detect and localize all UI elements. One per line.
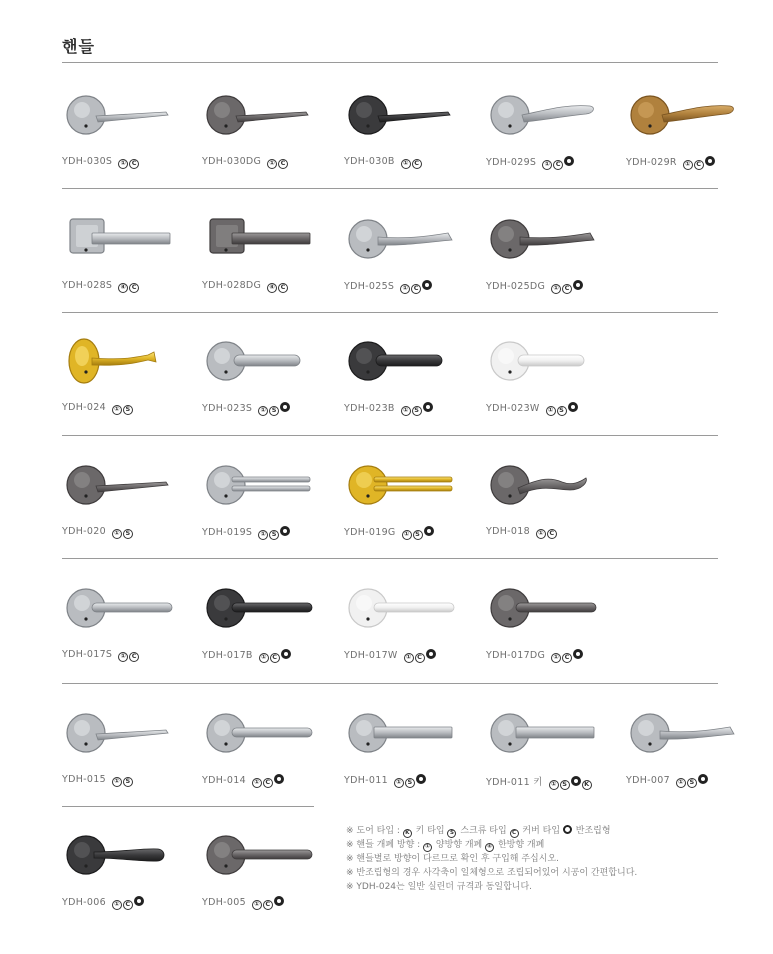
lever-handle-image bbox=[202, 82, 320, 152]
product-label bbox=[202, 649, 292, 663]
product-item bbox=[202, 822, 332, 922]
page-title: 핸들 bbox=[62, 39, 95, 56]
semi-assembled-icon bbox=[274, 774, 284, 784]
semi-assembled-icon bbox=[573, 649, 583, 659]
product-item bbox=[486, 206, 616, 306]
product-item bbox=[344, 82, 474, 182]
lever-handle-image bbox=[626, 700, 744, 770]
type-symbols bbox=[676, 774, 709, 788]
model-number: YDH-014 bbox=[202, 775, 246, 786]
product-item bbox=[202, 575, 332, 675]
lever-handle-image bbox=[344, 206, 462, 276]
product-label bbox=[202, 774, 285, 788]
semi-assembled-icon bbox=[280, 526, 290, 536]
two-way-icon: ① bbox=[112, 900, 122, 910]
product-item bbox=[202, 328, 332, 428]
product-item bbox=[202, 452, 332, 552]
lever-handle-image bbox=[62, 822, 180, 892]
model-number: YDH-023B bbox=[344, 403, 395, 414]
note-door-type: ※ 도어 타입 : K 키 타입 S 스크류 타입 C 커버 타입 반조립형 bbox=[346, 826, 611, 836]
model-number: YDH-023W bbox=[486, 403, 540, 414]
product-label bbox=[62, 402, 134, 415]
two-way-icon: ① bbox=[676, 778, 686, 788]
row-divider bbox=[62, 806, 314, 807]
lever-handle-image bbox=[202, 206, 320, 276]
lever-handle-image bbox=[486, 452, 604, 522]
product-label bbox=[344, 526, 435, 540]
note-direction-check: ※ 핸들별로 방향이 다르므로 확인 후 구입해 주십시오. bbox=[346, 854, 560, 864]
model-number: YDH-017DG bbox=[486, 650, 546, 661]
screw-type-icon: S bbox=[123, 777, 133, 787]
lever-handle-image bbox=[202, 822, 320, 892]
product-label bbox=[486, 280, 584, 294]
cover-type-icon: C bbox=[562, 653, 572, 663]
model-number: YDH-025DG bbox=[486, 281, 546, 292]
cover-type-icon: C bbox=[129, 652, 139, 662]
model-number: YDH-017W bbox=[344, 650, 398, 661]
type-symbols bbox=[401, 156, 423, 169]
type-symbols bbox=[267, 156, 289, 169]
type-symbols bbox=[551, 649, 584, 663]
product-label bbox=[344, 156, 423, 169]
two-way-icon: ① bbox=[118, 159, 128, 169]
lever-handle-image bbox=[202, 452, 320, 522]
lever-handle-image bbox=[62, 328, 180, 398]
product-item bbox=[62, 700, 192, 800]
product-label bbox=[202, 156, 289, 169]
two-way-icon: ① bbox=[542, 160, 552, 170]
cover-type-icon: C bbox=[129, 159, 139, 169]
two-way-icon: ① bbox=[267, 159, 277, 169]
product-item bbox=[344, 206, 474, 306]
two-way-icon: ① bbox=[118, 652, 128, 662]
semi-assembled-icon bbox=[573, 280, 583, 290]
title-divider bbox=[62, 62, 718, 63]
two-way-icon: ① bbox=[259, 653, 269, 663]
product-label bbox=[486, 402, 579, 416]
row-divider bbox=[62, 683, 718, 684]
row-divider bbox=[62, 312, 718, 313]
product-item bbox=[202, 206, 332, 306]
cover-type-icon: C bbox=[510, 829, 519, 838]
lever-handle-image bbox=[62, 206, 180, 276]
type-symbols bbox=[259, 649, 292, 663]
cover-type-icon: C bbox=[553, 160, 563, 170]
product-label bbox=[202, 896, 285, 910]
one-way-icon: ④ bbox=[267, 283, 277, 293]
product-item bbox=[486, 328, 616, 428]
product-item bbox=[486, 575, 616, 675]
type-symbols bbox=[404, 649, 437, 663]
cover-type-icon: C bbox=[123, 900, 133, 910]
semi-assembled-icon bbox=[698, 774, 708, 784]
product-item bbox=[344, 700, 474, 800]
product-label bbox=[486, 649, 584, 663]
type-symbols bbox=[683, 156, 716, 170]
cover-type-icon: C bbox=[547, 529, 557, 539]
semi-assembled-icon bbox=[422, 280, 432, 290]
type-symbols bbox=[536, 526, 558, 539]
two-way-icon: ① bbox=[423, 843, 432, 852]
semi-assembled-icon bbox=[280, 402, 290, 412]
key-type-icon: K bbox=[582, 780, 592, 790]
model-number: YDH-024 bbox=[62, 402, 106, 413]
cover-type-icon: C bbox=[270, 653, 280, 663]
lever-handle-image bbox=[344, 700, 462, 770]
lever-handle-image bbox=[486, 575, 604, 645]
type-symbols bbox=[542, 156, 575, 170]
screw-type-icon: S bbox=[687, 778, 697, 788]
semi-assembled-icon bbox=[274, 896, 284, 906]
product-item bbox=[202, 700, 332, 800]
type-symbols bbox=[401, 402, 434, 416]
two-way-icon: ① bbox=[546, 406, 556, 416]
screw-type-icon: S bbox=[405, 778, 415, 788]
lever-handle-image bbox=[344, 575, 462, 645]
lever-handle-image bbox=[486, 82, 604, 152]
model-number: YDH-030S bbox=[62, 156, 113, 167]
semi-assembled-icon bbox=[564, 156, 574, 166]
two-way-icon: ① bbox=[112, 777, 122, 787]
two-way-icon: ① bbox=[404, 653, 414, 663]
note-semi-assembled: ※ 반조립형의 경우 사각축이 일체형으로 조립되어있어 시공이 간편합니다. bbox=[346, 868, 638, 878]
product-item bbox=[62, 328, 192, 428]
type-symbols bbox=[118, 280, 140, 293]
type-symbols bbox=[252, 896, 285, 910]
cover-type-icon: C bbox=[694, 160, 704, 170]
type-symbols bbox=[112, 402, 134, 415]
cover-type-icon: C bbox=[278, 159, 288, 169]
product-label bbox=[486, 526, 558, 539]
model-number: YDH-011 bbox=[344, 775, 388, 786]
cover-type-icon: C bbox=[278, 283, 288, 293]
lever-handle-image bbox=[62, 700, 180, 770]
type-symbols bbox=[394, 774, 427, 788]
note-ydh024-cylinder: ※ YDH-024는 일반 실린더 규격과 동일합니다. bbox=[346, 882, 533, 892]
type-symbols bbox=[112, 774, 134, 787]
product-item bbox=[202, 82, 332, 182]
type-symbols bbox=[112, 526, 134, 539]
model-number: YDH-017S bbox=[62, 649, 113, 660]
product-label bbox=[486, 156, 575, 170]
lever-handle-image bbox=[202, 575, 320, 645]
type-symbols bbox=[118, 649, 140, 662]
screw-type-icon: S bbox=[560, 780, 570, 790]
one-way-icon: ④ bbox=[485, 843, 494, 852]
product-item bbox=[344, 328, 474, 428]
two-way-icon: ① bbox=[402, 530, 412, 540]
product-label bbox=[202, 402, 291, 416]
screw-type-icon: S bbox=[412, 406, 422, 416]
screw-type-icon: S bbox=[557, 406, 567, 416]
model-number: YDH-030DG bbox=[202, 156, 262, 167]
two-way-icon: ① bbox=[394, 778, 404, 788]
product-label bbox=[344, 280, 433, 294]
screw-type-icon: S bbox=[269, 406, 279, 416]
product-label bbox=[62, 774, 134, 787]
two-way-icon: ① bbox=[252, 778, 262, 788]
model-number: YDH-006 bbox=[62, 897, 106, 908]
two-way-icon: ① bbox=[258, 530, 268, 540]
product-label bbox=[62, 156, 140, 169]
model-number: YDH-028DG bbox=[202, 280, 262, 291]
type-symbols bbox=[267, 280, 289, 293]
two-way-icon: ① bbox=[551, 284, 561, 294]
model-number: YDH-005 bbox=[202, 897, 246, 908]
cover-type-icon: C bbox=[412, 159, 422, 169]
semi-assembled-icon bbox=[281, 649, 291, 659]
model-number: YDH-017B bbox=[202, 650, 253, 661]
product-label bbox=[626, 156, 716, 170]
cover-type-icon: C bbox=[562, 284, 572, 294]
model-number: YDH-029S bbox=[486, 157, 537, 168]
model-number: YDH-019G bbox=[344, 527, 396, 538]
model-number: YDH-028S bbox=[62, 280, 113, 291]
product-label bbox=[62, 526, 134, 539]
model-number: YDH-007 bbox=[626, 775, 670, 786]
type-symbols bbox=[549, 776, 593, 790]
product-label bbox=[344, 649, 437, 663]
screw-type-icon: S bbox=[269, 530, 279, 540]
notes-block bbox=[346, 824, 637, 894]
two-way-icon: ① bbox=[400, 284, 410, 294]
model-number: YDH-029R bbox=[626, 157, 677, 168]
two-way-icon: ① bbox=[112, 405, 122, 415]
product-item bbox=[62, 822, 192, 922]
product-item bbox=[62, 575, 192, 675]
model-number: YDH-019S bbox=[202, 527, 253, 538]
two-way-icon: ① bbox=[112, 529, 122, 539]
lever-handle-image bbox=[62, 452, 180, 522]
semi-assembled-icon bbox=[426, 649, 436, 659]
two-way-icon: ① bbox=[551, 653, 561, 663]
semi-assembled-icon bbox=[134, 896, 144, 906]
lever-handle-image bbox=[62, 575, 180, 645]
screw-type-icon: S bbox=[123, 405, 133, 415]
type-symbols bbox=[258, 526, 291, 540]
lever-handle-image bbox=[344, 82, 462, 152]
semi-assembled-icon bbox=[563, 825, 572, 834]
product-item bbox=[344, 575, 474, 675]
cover-type-icon: C bbox=[415, 653, 425, 663]
semi-assembled-icon bbox=[424, 526, 434, 536]
product-label bbox=[344, 774, 427, 788]
lever-handle-image bbox=[486, 700, 604, 770]
product-item bbox=[344, 452, 474, 552]
model-number: YDH-015 bbox=[62, 774, 106, 785]
lever-handle-image bbox=[626, 82, 744, 152]
cover-type-icon: C bbox=[263, 778, 273, 788]
type-symbols bbox=[546, 402, 579, 416]
product-label bbox=[202, 526, 291, 540]
cover-type-icon: C bbox=[129, 283, 139, 293]
row-divider bbox=[62, 435, 718, 436]
product-item bbox=[486, 700, 616, 800]
product-item bbox=[486, 82, 616, 182]
product-item bbox=[62, 452, 192, 552]
cover-type-icon: C bbox=[411, 284, 421, 294]
semi-assembled-icon bbox=[423, 402, 433, 412]
type-symbols bbox=[551, 280, 584, 294]
note-open-direction: ※ 핸들 개폐 방향 : ① 양방향 개폐 ④ 한방향 개폐 bbox=[346, 840, 545, 850]
product-item bbox=[486, 452, 616, 552]
product-item bbox=[626, 700, 756, 800]
lever-handle-image bbox=[344, 328, 462, 398]
semi-assembled-icon bbox=[568, 402, 578, 412]
product-label bbox=[202, 280, 289, 293]
cover-type-icon: C bbox=[263, 900, 273, 910]
semi-assembled-icon bbox=[416, 774, 426, 784]
type-symbols bbox=[112, 896, 145, 910]
two-way-icon: ① bbox=[549, 780, 559, 790]
product-item bbox=[626, 82, 756, 182]
lever-handle-image bbox=[202, 700, 320, 770]
type-symbols bbox=[252, 774, 285, 788]
model-number: YDH-011 키 bbox=[486, 777, 543, 788]
semi-assembled-icon bbox=[705, 156, 715, 166]
model-number: YDH-020 bbox=[62, 526, 106, 537]
lever-handle-image bbox=[486, 206, 604, 276]
lever-handle-image bbox=[62, 82, 180, 152]
two-way-icon: ① bbox=[401, 406, 411, 416]
product-label bbox=[344, 402, 434, 416]
screw-type-icon: S bbox=[413, 530, 423, 540]
product-label bbox=[486, 774, 593, 790]
type-symbols bbox=[402, 526, 435, 540]
screw-type-icon: S bbox=[123, 529, 133, 539]
type-symbols bbox=[258, 402, 291, 416]
semi-assembled-icon bbox=[571, 776, 581, 786]
product-item bbox=[62, 82, 192, 182]
two-way-icon: ① bbox=[252, 900, 262, 910]
lever-handle-image bbox=[486, 328, 604, 398]
type-symbols bbox=[400, 280, 433, 294]
product-label bbox=[62, 896, 145, 910]
model-number: YDH-025S bbox=[344, 281, 395, 292]
key-type-icon: K bbox=[403, 829, 412, 838]
one-way-icon: ④ bbox=[118, 283, 128, 293]
lever-handle-image bbox=[202, 328, 320, 398]
type-symbols bbox=[118, 156, 140, 169]
two-way-icon: ① bbox=[683, 160, 693, 170]
row-divider bbox=[62, 558, 718, 559]
two-way-icon: ① bbox=[401, 159, 411, 169]
model-number: YDH-023S bbox=[202, 403, 253, 414]
product-label bbox=[62, 280, 140, 293]
model-number: YDH-030B bbox=[344, 156, 395, 167]
two-way-icon: ① bbox=[536, 529, 546, 539]
screw-type-icon: S bbox=[447, 829, 456, 838]
model-number: YDH-018 bbox=[486, 526, 530, 537]
row-divider bbox=[62, 188, 718, 189]
lever-handle-image bbox=[344, 452, 462, 522]
product-item bbox=[62, 206, 192, 306]
two-way-icon: ① bbox=[258, 406, 268, 416]
product-label bbox=[626, 774, 709, 788]
product-label bbox=[62, 649, 140, 662]
